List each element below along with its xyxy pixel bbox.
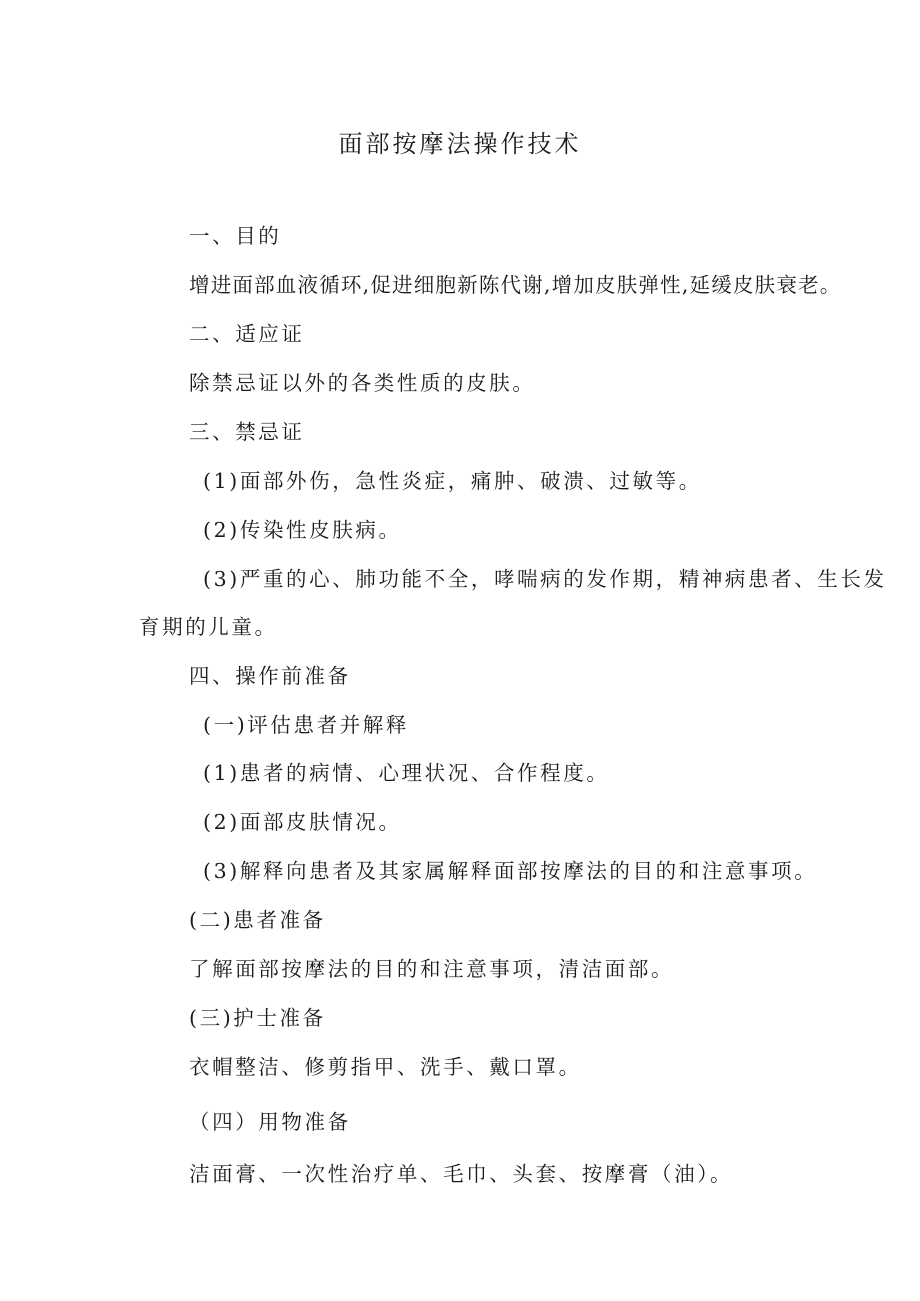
document-title: 面部按摩法操作技术 — [338, 130, 582, 158]
section-heading-purpose: 一、目的 — [189, 224, 282, 248]
paragraph-patient-preparation: 了解面部按摩法的目的和注意事项，清洁面部。 — [189, 957, 675, 981]
paragraph-nurse-preparation: 衣帽整洁、修剪指甲、洗手、戴口罩。 — [189, 1055, 582, 1079]
list-item-assessment-3: (3)解释向患者及其家属解释面部按摩法的目的和注意事项。 — [203, 859, 818, 883]
list-item-contraindication-3-continued: 育期的儿童。 — [139, 615, 278, 639]
list-item-contraindication-2: (2)传染性皮肤病。 — [203, 518, 402, 542]
paragraph-indications: 除禁忌证以外的各类性质的皮肤。 — [189, 371, 536, 395]
list-item-assessment-1: (1)患者的病情、心理状况、合作程度。 — [203, 761, 610, 785]
section-heading-contraindications: 三、禁忌证 — [189, 420, 305, 444]
list-item-contraindication-3: (3)严重的心、肺功能不全，哮喘病的发作期，精神病患者、生长发 — [203, 567, 887, 591]
paragraph-purpose: 增进面部血液循环,促进细胞新陈代谢,增加皮肤弹性,延缓皮肤衰老。 — [189, 273, 842, 297]
paragraph-supplies-preparation: 洁面膏、一次性治疗单、毛巾、头套、按摩膏（油）。 — [189, 1162, 734, 1186]
list-item-contraindication-1: (1)面部外伤，急性炎症，痛肿、破溃、过敏等。 — [203, 469, 702, 493]
section-heading-indications: 二、适应证 — [189, 322, 305, 346]
subheading-supplies-preparation: （四）用物准备 — [189, 1110, 351, 1134]
subheading-nurse-preparation: (三)护士准备 — [189, 1006, 326, 1030]
subheading-assessment: (一)评估患者并解释 — [203, 713, 409, 737]
section-heading-preparation: 四、操作前准备 — [189, 664, 351, 688]
subheading-patient-preparation: (二)患者准备 — [189, 908, 326, 932]
list-item-assessment-2: (2)面部皮肤情况。 — [203, 810, 402, 834]
